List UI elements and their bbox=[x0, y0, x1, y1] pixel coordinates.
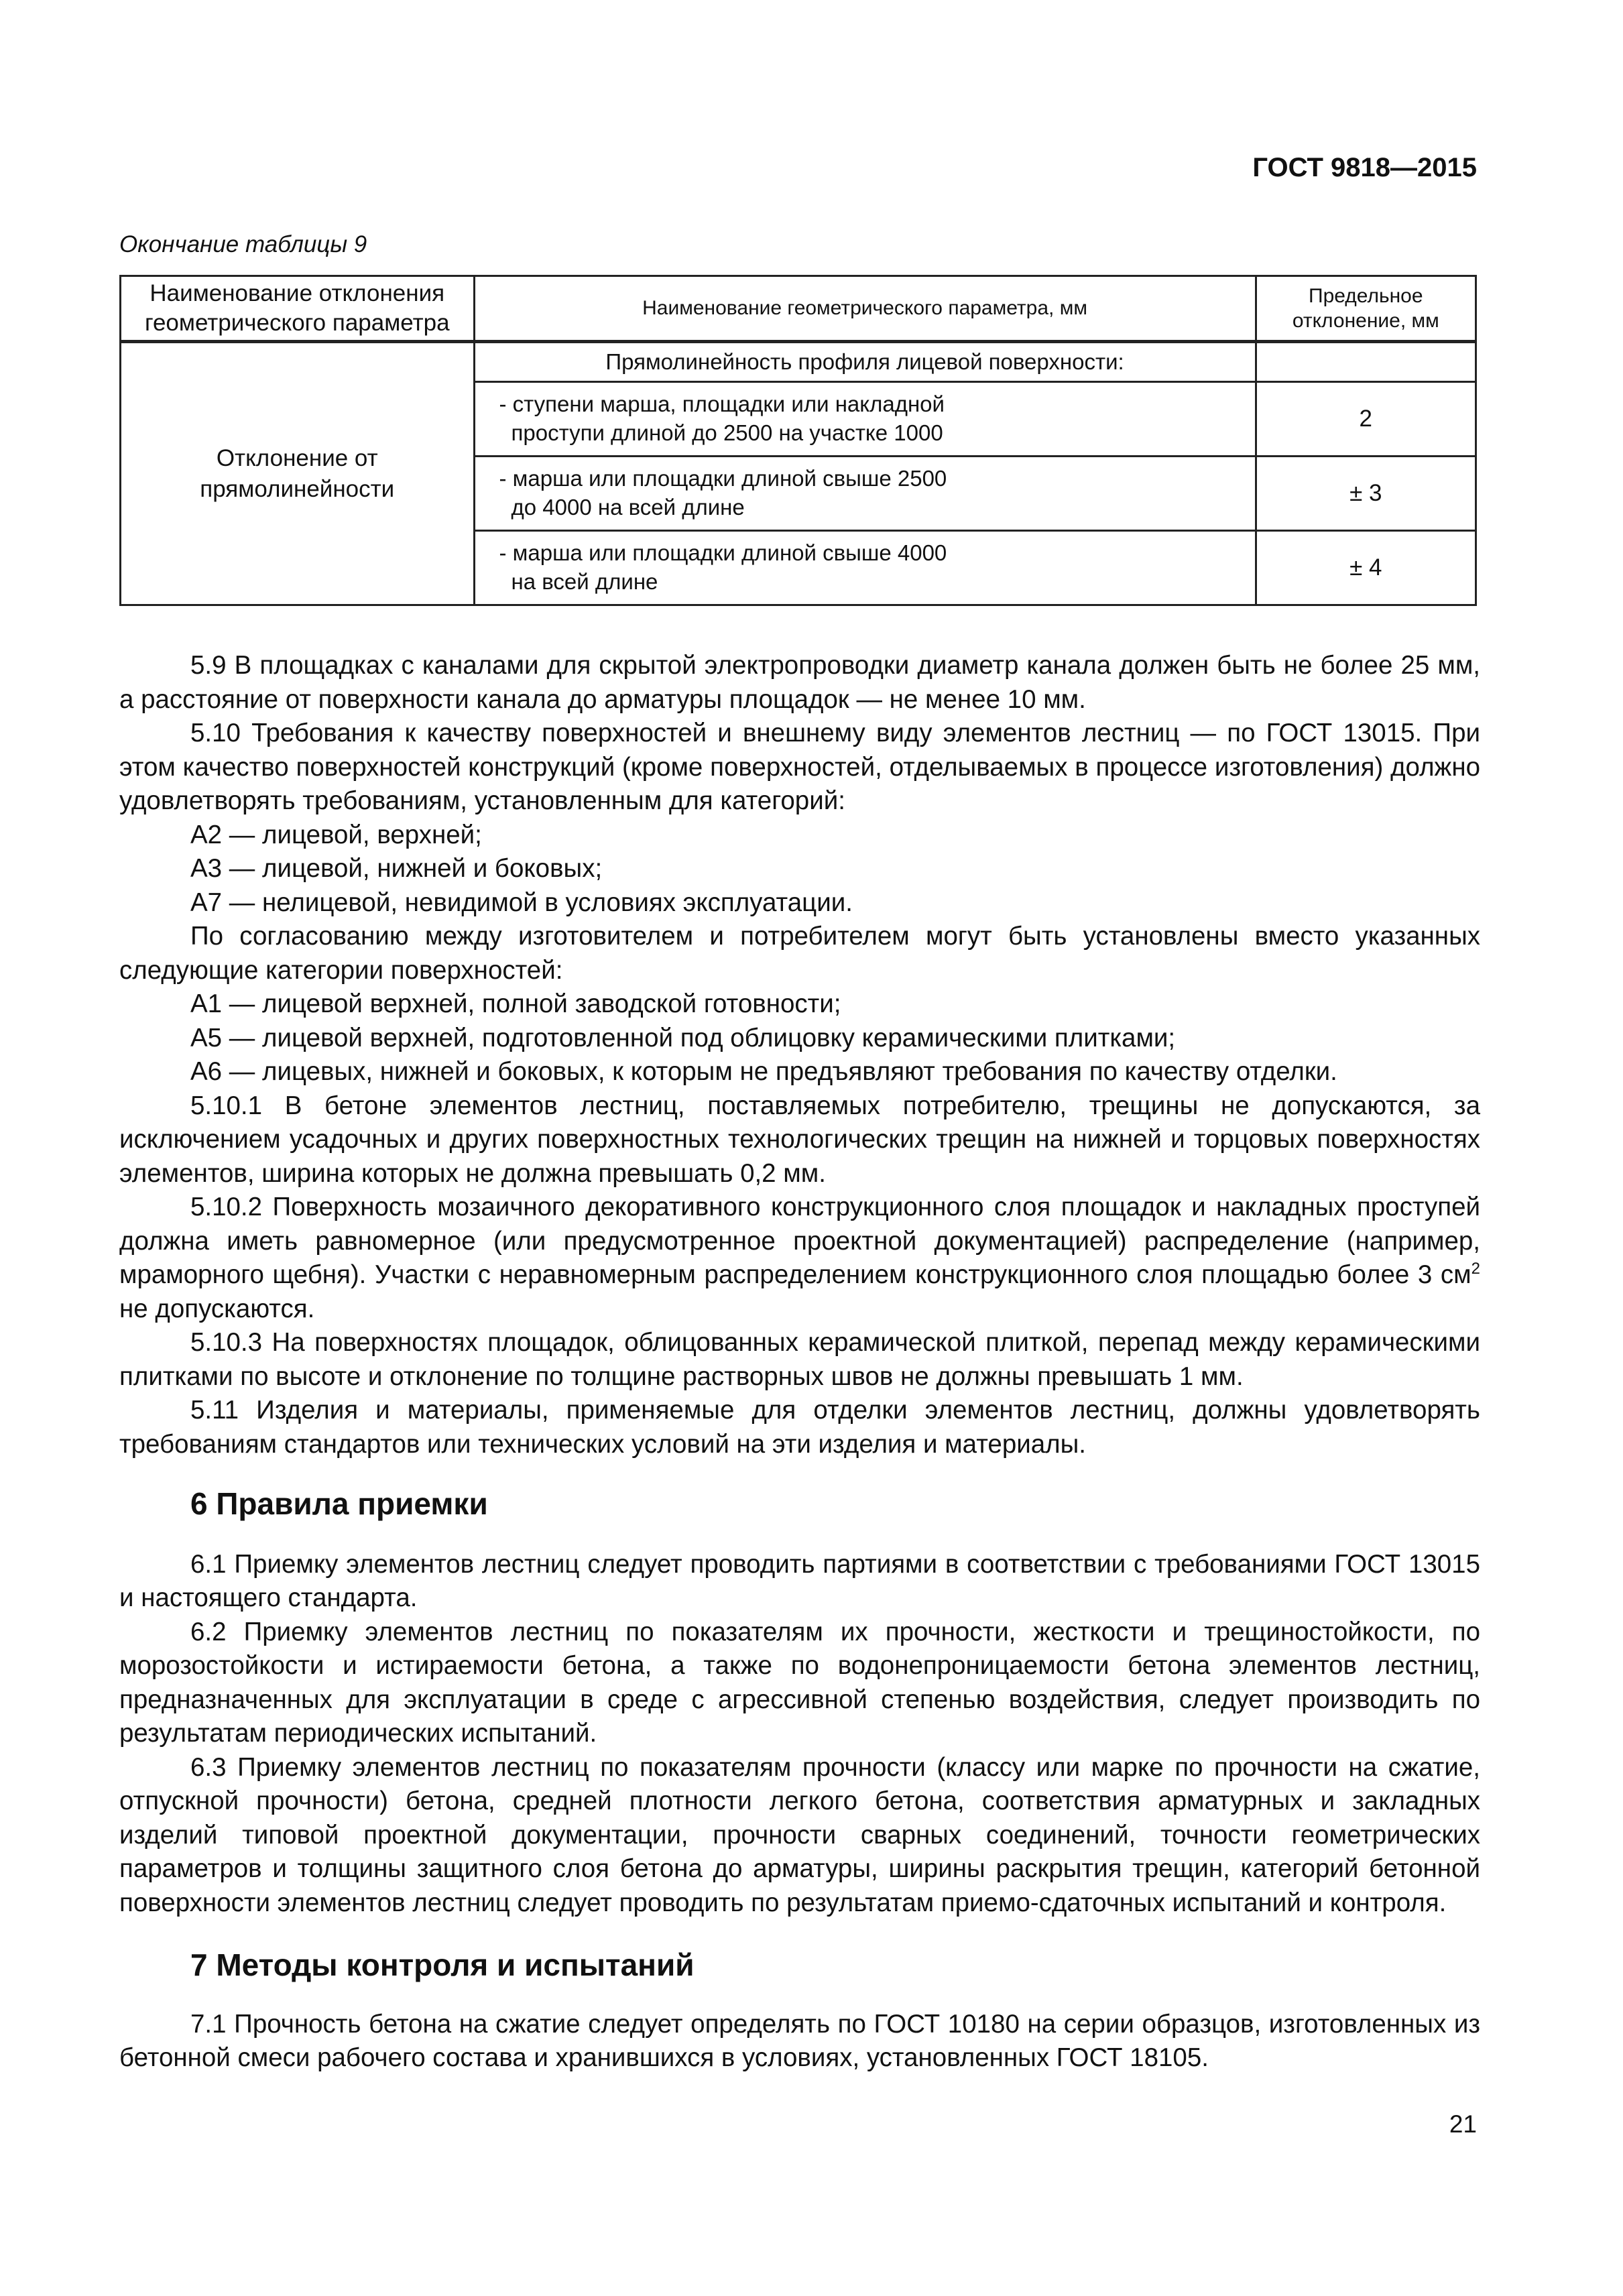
parameter-line: - ступени марша, площадки или накладной bbox=[499, 391, 945, 417]
paragraph-5-10: 5.10 Требования к качеству поверхностей и внешнему виду элементов лестниц — по ГОСТ 13015. При этом качество поверхностей конструкций (кроме поверхностей, отделываемых в процессе изготовления) должно удовлетворять требованиям, установленным для категорий: bbox=[119, 719, 1480, 815]
table-cell-empty bbox=[1256, 342, 1476, 382]
standard-code: ГОСТ 9818—2015 bbox=[1252, 153, 1477, 182]
col-header-parameter: Наименование геометрического параметра, мм bbox=[474, 276, 1256, 342]
category-a3: А3 — лицевой, нижней и боковых; bbox=[190, 854, 603, 883]
paragraph-5-10-3: 5.10.3 На поверхностях площадок, облицованных керамической плиткой, перепад между керамическими плитками по высоте и отклонение по толщине растворных швов не должны превышать 1 мм. bbox=[119, 1328, 1480, 1391]
section-heading-7: 7 Методы контроля и испытаний bbox=[190, 1947, 695, 1982]
parameter-line: - марша или площадки длиной свыше 2500 bbox=[499, 466, 947, 491]
page-number: 21 bbox=[1449, 2110, 1477, 2138]
paragraph-5-9: 5.9 В площадках с каналами для скрытой электропроводки диаметр канала должен быть не более 25 мм, а расстояние от поверхности канала до арматуры площадок — не менее 10 мм. bbox=[119, 651, 1480, 714]
row-label-straightness: Отклонение от прямолинейности bbox=[121, 342, 475, 605]
body-text bbox=[119, 649, 1480, 2075]
paragraph-agreement: По согласованию между изготовителем и потребителем могут быть установлены вместо указанных следующие категории поверхностей: bbox=[119, 922, 1480, 985]
table-caption: Окончание таблицы 9 bbox=[119, 231, 367, 257]
table-cell-parameter bbox=[474, 382, 1256, 457]
superscript-2: 2 bbox=[1471, 1260, 1480, 1278]
deviation-table bbox=[119, 275, 1477, 606]
paragraph-6-3: 6.3 Приемку элементов лестниц по показателям прочности (классу или марке по прочности на сжатие, отпускной прочности) бетона, средней плотности легкого бетона, соответствия арматурных и закладных изделий типовой проектной документации, прочности сварных соединений, точности геометрических параметров и толщины защитного слоя бетона до арматуры, ширины раскрытия трещин, категорий бетонной поверхности элементов лестниц следует проводить по результатам приемо-сдаточных испытаний и контроля. bbox=[119, 1752, 1480, 1917]
parameter-line: на всей длине bbox=[511, 569, 658, 594]
table-cell-value: ± 4 bbox=[1256, 531, 1476, 605]
paragraph-5-10-2 bbox=[119, 1191, 1480, 1326]
paragraph-5-10-1: 5.10.1 В бетоне элементов лестниц, поставляемых потребителю, трещины не допускаются, за исключением усадочных и других поверхностных технологических трещин на нижней и торцовых поверхностях элементов, ширина которых не должна превышать 0,2 мм. bbox=[119, 1091, 1480, 1188]
table-cell-value: ± 3 bbox=[1256, 457, 1476, 531]
category-a7: А7 — нелицевой, невидимой в условиях эксплуатации. bbox=[190, 888, 853, 917]
col-header-deviation: Наименование отклонения геометрического параметра bbox=[121, 276, 475, 342]
table-subheader: Прямолинейность профиля лицевой поверхности: bbox=[474, 342, 1256, 382]
table-cell-parameter bbox=[474, 457, 1256, 531]
col-header-limit: Предельное отклонение, мм bbox=[1256, 276, 1476, 342]
paragraph-6-2: 6.2 Приемку элементов лестниц по показателям их прочности, жесткости и трещиностойкости, по морозостойкости и истираемости бетона, а также по водонепроницаемости бетона элементов лестниц, предназначенных для эксплуатации в среде с агрессивной степенью воздействия, следует производить по результатам периодических испытаний. bbox=[119, 1617, 1480, 1748]
paragraph-7-1: 7.1 Прочность бетона на сжатие следует определять по ГОСТ 10180 на серии образцов, изготовленных из бетонной смеси рабочего состава и хранившихся в условиях, установленных ГОСТ 18105. bbox=[119, 2009, 1480, 2072]
paragraph-5-10-2-end: не допускаются. bbox=[119, 1294, 315, 1323]
table-cell-parameter bbox=[474, 531, 1256, 605]
paragraph-6-1: 6.1 Приемку элементов лестниц следует проводить партиями в соответствии с требованиями ГОСТ 13015 и настоящего стандарта. bbox=[119, 1549, 1480, 1612]
paragraph-5-10-2-text: 5.10.2 Поверхность мозаичного декоративного конструкционного слоя площадок и накладных проступей должна иметь равномерное (или предусмотренное проектной документацией) распределение (например, мраморного щебня). Участки с неравномерным распределением конструкционного слоя площадью более 3 см bbox=[119, 1193, 1480, 1289]
category-a2: А2 — лицевой, верхней; bbox=[190, 820, 482, 849]
table-cell-value: 2 bbox=[1256, 382, 1476, 457]
paragraph-5-11: 5.11 Изделия и материалы, применяемые для отделки элементов лестниц, должны удовлетворять требованиям стандартов или технических условий на эти изделия и материалы. bbox=[119, 1396, 1480, 1459]
table-row bbox=[121, 342, 1476, 382]
section-heading-6: 6 Правила приемки bbox=[190, 1486, 488, 1521]
parameter-line: проступи длиной до 2500 на участке 1000 bbox=[511, 420, 943, 445]
category-a6: А6 — лицевых, нижней и боковых, к которым не предъявляют требования по качеству отделки. bbox=[190, 1057, 1337, 1086]
parameter-line: - марша или площадки длиной свыше 4000 bbox=[499, 540, 947, 566]
category-a5: А5 — лицевой верхней, подготовленной под облицовку керамическими плитками; bbox=[190, 1023, 1176, 1052]
parameter-line: до 4000 на всей длине bbox=[511, 495, 745, 520]
category-a1: А1 — лицевой верхней, полной заводской готовности; bbox=[190, 989, 841, 1018]
table-header-row bbox=[121, 276, 1476, 342]
